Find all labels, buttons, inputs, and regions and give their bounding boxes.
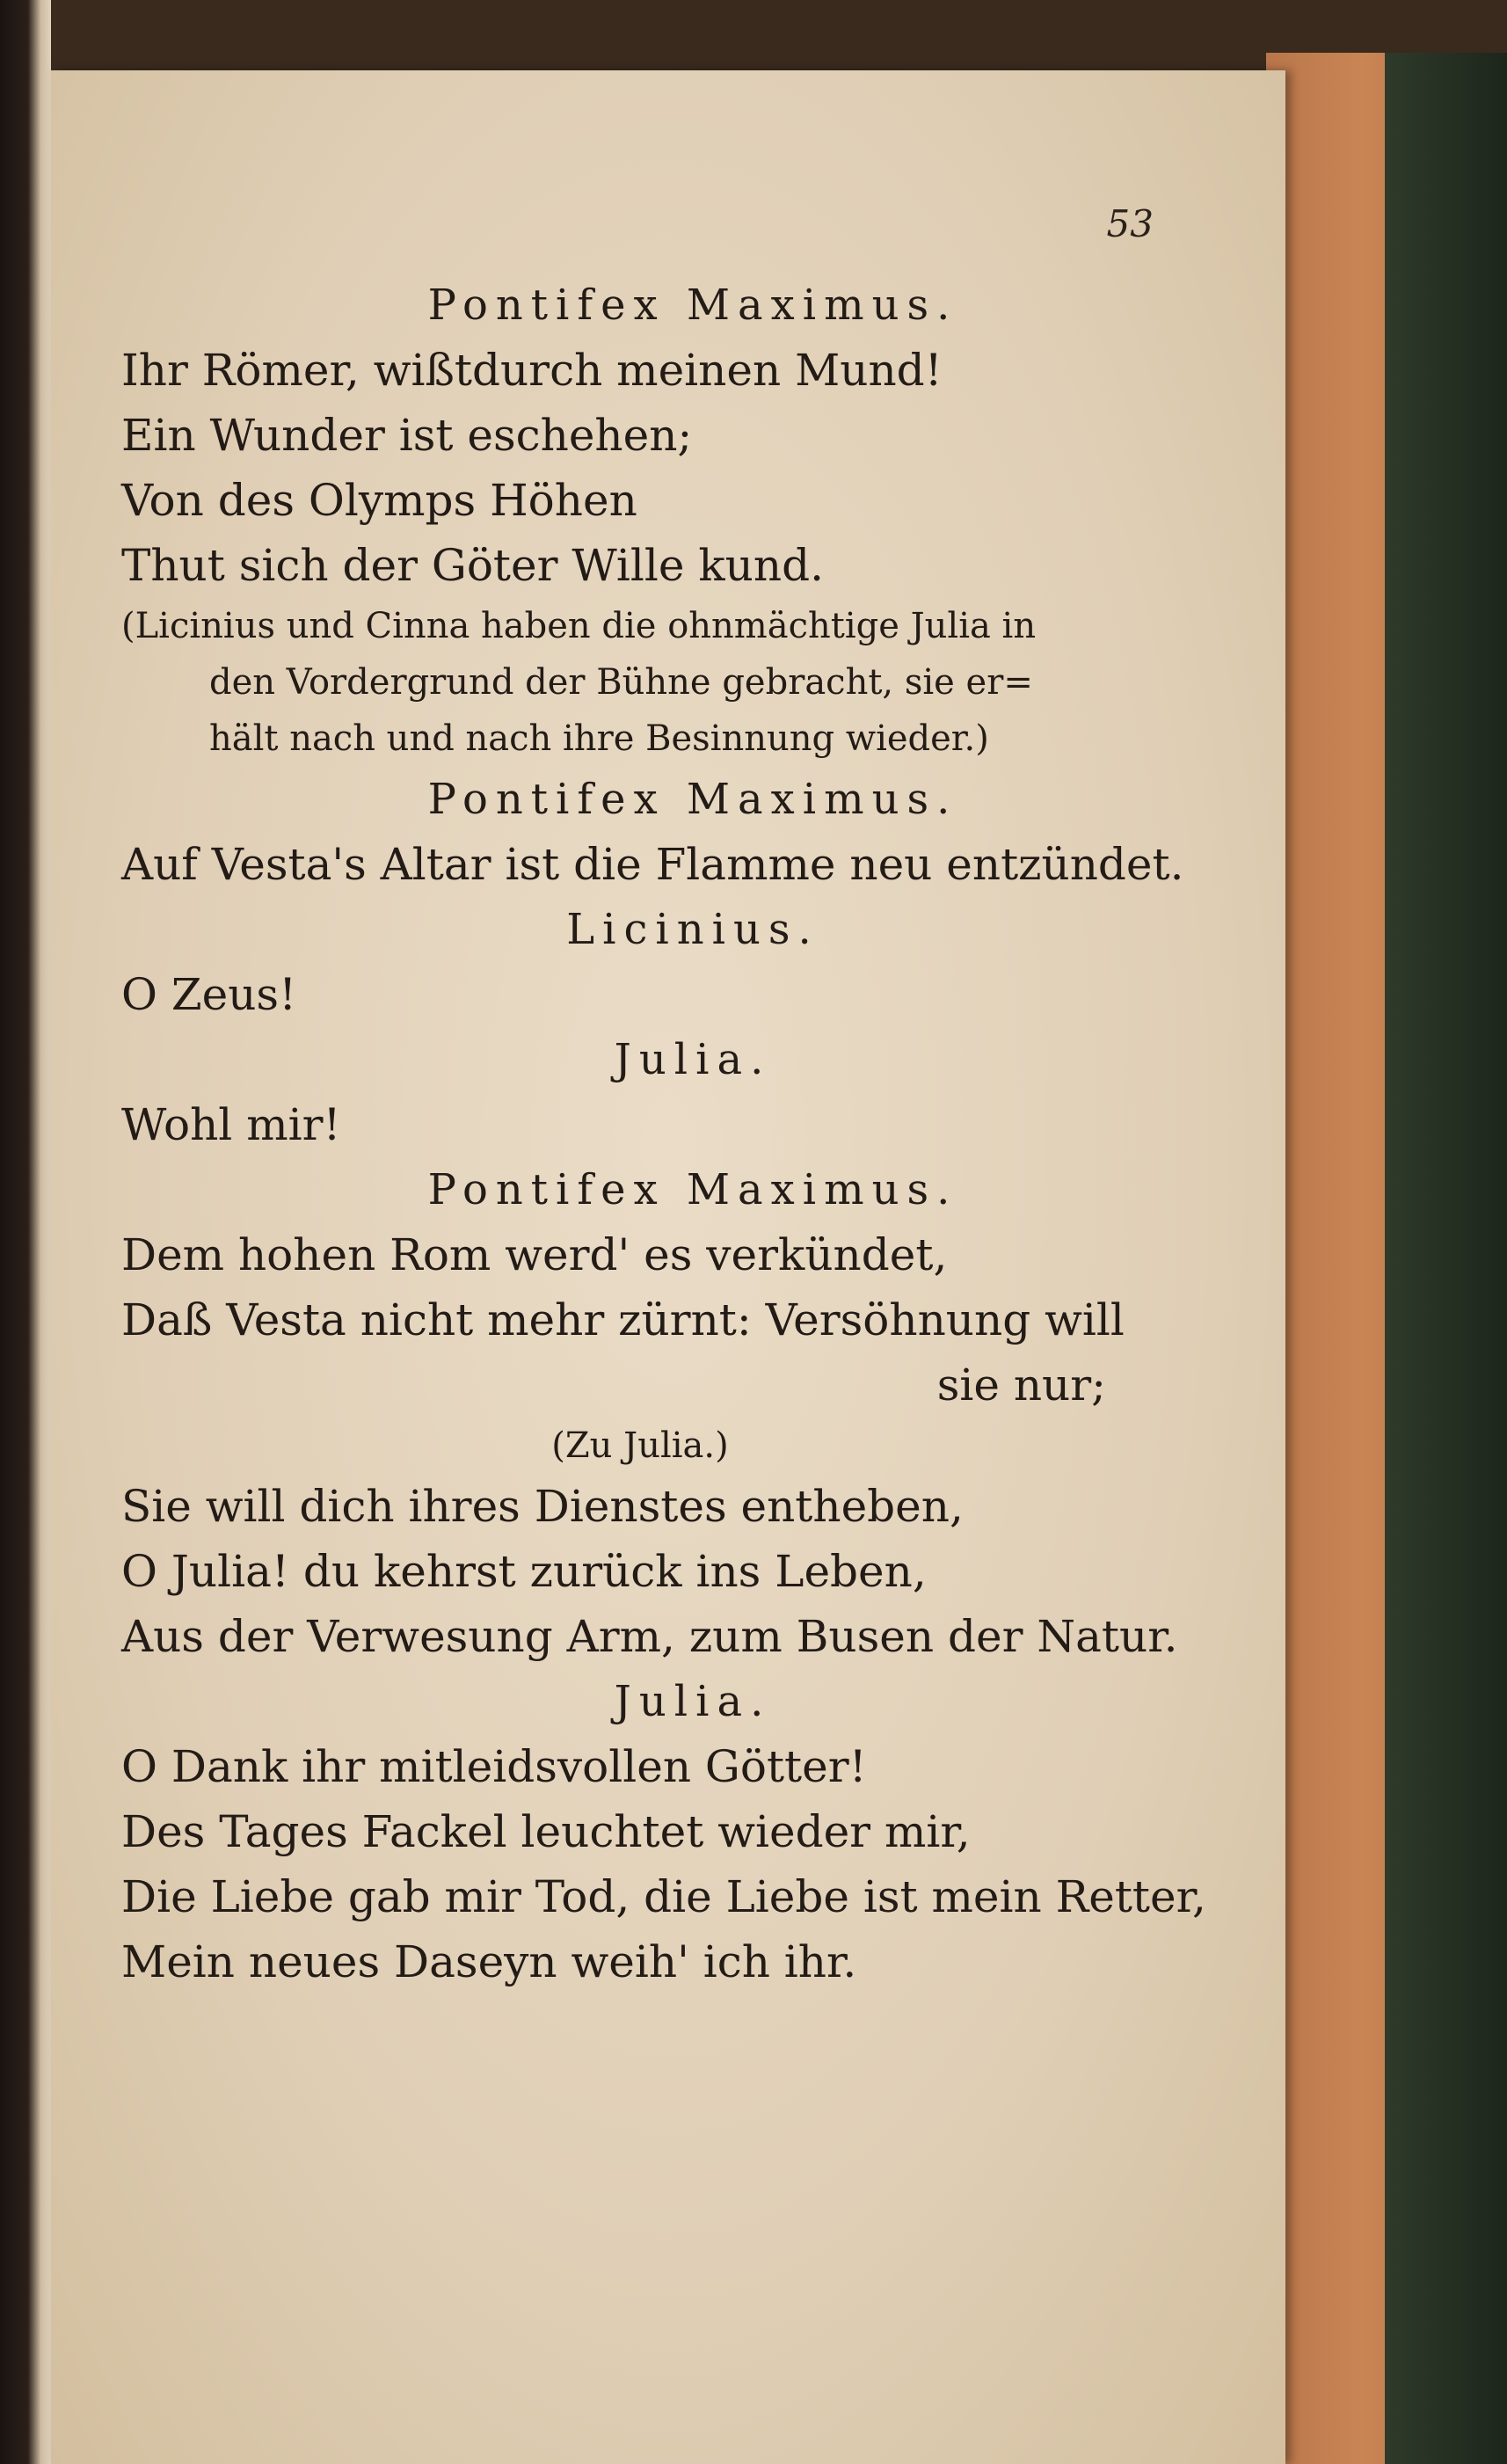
- page-number: 53: [1106, 202, 1154, 245]
- speaker-name: Pontifex Maximus.: [427, 1165, 958, 1214]
- verse-line: Von des Olymps Höhen: [121, 475, 637, 526]
- verse-line: Ihr Römer, wißtdurch meinen Mund!: [121, 345, 943, 396]
- verse-line: Des Tages Fackel leuchtet wieder mir,: [121, 1806, 971, 1857]
- verse-line: O Dank ihr mitleidsvollen Götter!: [121, 1741, 867, 1792]
- verse-line: O Julia! du kehrst zurück ins Leben,: [121, 1546, 927, 1597]
- stage-direction: den Vordergrund der Bühne gebracht, sie er=: [209, 662, 1033, 703]
- speaker-name: Pontifex Maximus.: [427, 281, 958, 330]
- verse-line: Ein Wunder ist eschehen;: [121, 410, 693, 461]
- stage-direction: hält nach und nach ihre Besinnung wieder.): [209, 718, 989, 759]
- book-cover-back: [1385, 53, 1507, 2464]
- verse-line: Auf Vesta's Altar ist die Flamme neu entzündet.: [121, 839, 1184, 890]
- verse-line: sie nur;: [936, 1360, 1106, 1411]
- stage-direction: (Licinius und Cinna haben die ohnmächtige Julia in: [121, 606, 1037, 646]
- verse-line: Daß Vesta nicht mehr zürnt: Versöhnung will: [121, 1294, 1125, 1345]
- verse-line: Die Liebe gab mir Tod, die Liebe ist mein Retter,: [121, 1871, 1206, 1922]
- speaker-name: Licinius.: [566, 905, 819, 954]
- speaker-name: Julia.: [614, 1677, 772, 1726]
- verse-line: Wohl mir!: [121, 1099, 341, 1150]
- book-page: [51, 70, 1285, 2464]
- stage-direction: (Zu Julia.): [551, 1425, 729, 1466]
- page-text: [121, 273, 1206, 1994]
- speaker-name: Julia.: [614, 1035, 772, 1084]
- verse-line: Mein neues Daseyn weih' ich ihr.: [121, 1936, 857, 1987]
- verse-line: Aus der Verwesung Arm, zum Busen der Natur.: [121, 1611, 1178, 1662]
- verse-line: Sie will dich ihres Dienstes entheben,: [121, 1481, 964, 1532]
- verse-line: O Zeus!: [121, 969, 297, 1020]
- speaker-name: Pontifex Maximus.: [427, 775, 958, 824]
- book-spine-shadow: [0, 0, 51, 2464]
- verse-line: Thut sich der Göter Wille kund.: [121, 540, 824, 591]
- verse-line: Dem hohen Rom werd' es verkündet,: [121, 1229, 948, 1280]
